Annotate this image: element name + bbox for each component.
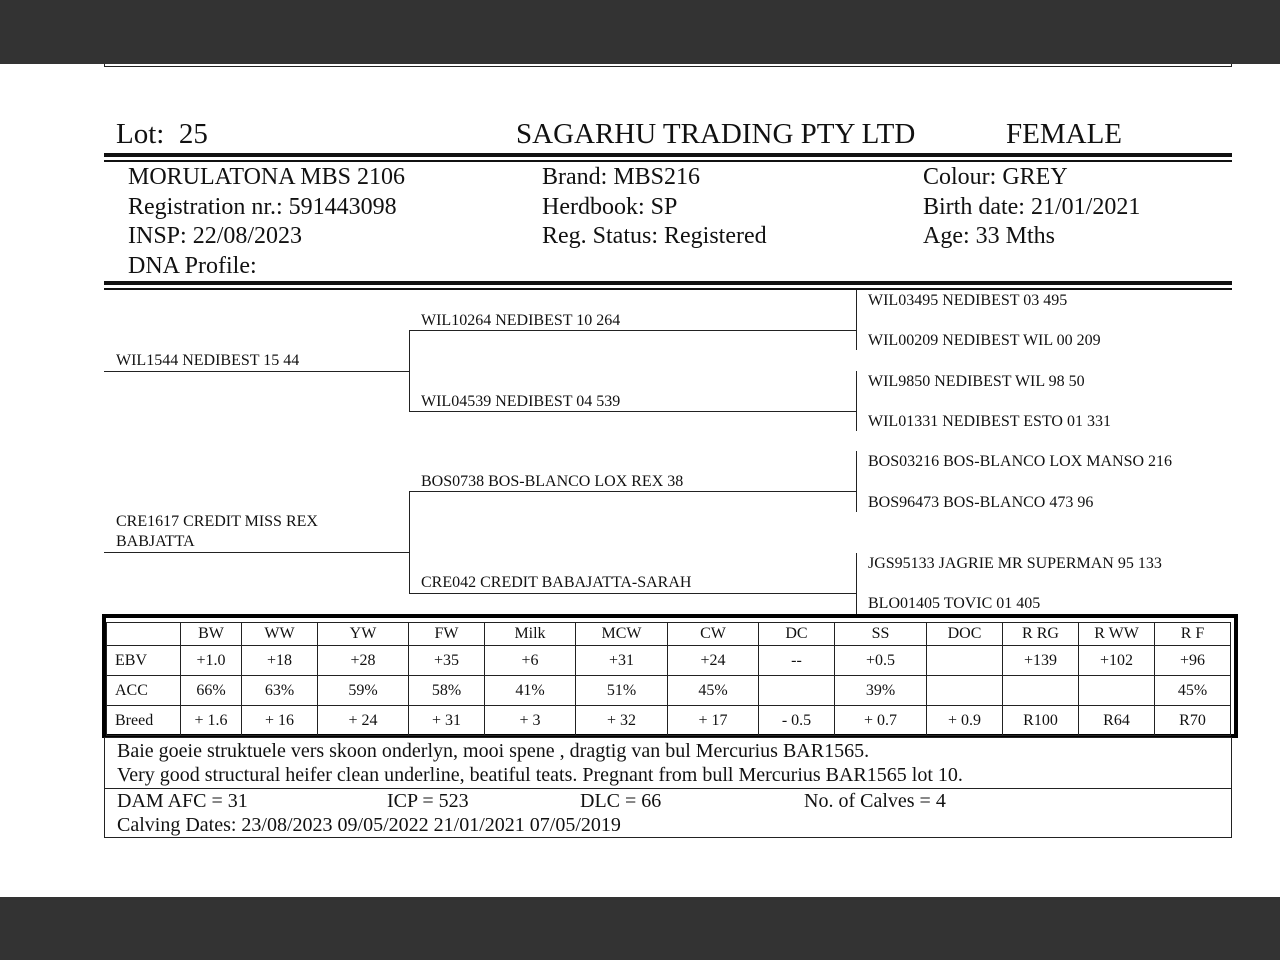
ebv-cell: +24 (668, 646, 759, 676)
ebv-cell: +0.5 (835, 646, 927, 676)
calving-dates: Calving Dates: 23/08/2023 09/05/2022 21/01/2021 07/05/2019 (117, 814, 621, 836)
brand: Brand: MBS216 (542, 164, 701, 190)
pedigree-sire: WIL1544 NEDIBEST 15 44 (116, 352, 300, 369)
ebv-header-cell: Milk (485, 623, 576, 646)
acc-cell: 66% (181, 676, 242, 706)
breed-cell: R100 (1003, 706, 1079, 736)
pedigree-sire-sire: WIL10264 NEDIBEST 10 264 (421, 312, 621, 329)
ebv-cell: +1.0 (181, 646, 242, 676)
viewer-top-bar (0, 0, 1280, 64)
breed-cell: + 0.9 (927, 706, 1003, 736)
dam-afc: DAM AFC = 31 (117, 790, 248, 812)
pedigree-connector (409, 330, 410, 412)
registration-number: Registration nr.: 591443098 (128, 194, 397, 220)
breed-cell: + 1.6 (181, 706, 242, 736)
comment-english: Very good structural heifer clean underline, beatiful teats. Pregnant from bull Mercurius BAR1565 lot 10. (117, 764, 963, 786)
header-rule-thick (104, 153, 1232, 157)
pedigree-line (409, 330, 856, 331)
lot-label (116, 118, 208, 151)
registration-status: Reg. Status: Registered (542, 223, 767, 249)
birth-date: Birth date: 21/01/2021 (923, 194, 1141, 220)
breed-row-label: Breed (107, 706, 181, 736)
animal-name: MORULATONA MBS 2106 (128, 164, 405, 190)
dam-dlc: DLC = 66 (580, 790, 662, 812)
animal-sex: FEMALE (1006, 118, 1122, 150)
pedigree-line (104, 552, 409, 553)
viewer-bottom-bar (0, 897, 1280, 960)
ebv-header-cell: R F (1155, 623, 1231, 646)
acc-row (107, 676, 1231, 706)
ebv-cell: +102 (1079, 646, 1155, 676)
ebv-header-cell: SS (835, 623, 927, 646)
ebv-header-cell (107, 623, 181, 646)
ebv-cell: +28 (318, 646, 409, 676)
pedigree-dss: BOS03216 BOS-BLANCO LOX MANSO 216 (868, 453, 1173, 470)
acc-cell (1079, 676, 1155, 706)
acc-cell: 45% (668, 676, 759, 706)
acc-cell: 41% (485, 676, 576, 706)
ebv-cell: +35 (409, 646, 485, 676)
ebv-cell (927, 646, 1003, 676)
acc-cell (927, 676, 1003, 706)
pedigree-line (409, 593, 856, 594)
inspection-date: INSP: 22/08/2023 (128, 223, 303, 249)
pedigree-dsd: BOS96473 BOS-BLANCO 473 96 (868, 494, 1094, 511)
ebv-cell: -- (759, 646, 835, 676)
pedigree-dam-line2: BABJATTA (116, 533, 195, 550)
acc-cell: 63% (242, 676, 318, 706)
ebv-header-cell: BW (181, 623, 242, 646)
acc-cell (759, 676, 835, 706)
ebv-header-cell: R WW (1079, 623, 1155, 646)
ebv-header-cell: DOC (927, 623, 1003, 646)
breed-cell: R70 (1155, 706, 1231, 736)
ebv-header-row (107, 623, 1231, 646)
acc-cell: 39% (835, 676, 927, 706)
pedigree-connector (856, 451, 857, 512)
breed-cell: + 17 (668, 706, 759, 736)
pedigree-sire-dam: WIL04539 NEDIBEST 04 539 (421, 393, 621, 410)
pedigree-line (409, 491, 856, 492)
ebv-header-cell: FW (409, 623, 485, 646)
acc-cell: 58% (409, 676, 485, 706)
acc-cell (1003, 676, 1079, 706)
ebv-table (106, 622, 1231, 736)
pedigree-line (409, 411, 856, 412)
pedigree-dam-dam: CRE042 CREDIT BABAJATTA-SARAH (421, 574, 692, 591)
ebv-cell: +18 (242, 646, 318, 676)
breed-cell: + 0.7 (835, 706, 927, 736)
breed-row (107, 706, 1231, 736)
pedigree-sss: WIL03495 NEDIBEST 03 495 (868, 292, 1068, 309)
ebv-header-cell: DC (759, 623, 835, 646)
seller-name: SAGARHU TRADING PTY LTD (516, 118, 916, 150)
info-rule-thin (104, 288, 1232, 290)
ebv-cell: +96 (1155, 646, 1231, 676)
breed-cell: + 32 (576, 706, 668, 736)
acc-cell: 51% (576, 676, 668, 706)
pedigree-connector (856, 553, 857, 615)
ebv-cell: +139 (1003, 646, 1079, 676)
ebv-cell: +6 (485, 646, 576, 676)
pedigree-ssd: WIL00209 NEDIBEST WIL 00 209 (868, 332, 1101, 349)
pedigree-connector (409, 491, 410, 593)
lot-label-text: Lot: (116, 118, 165, 150)
age: Age: 33 Mths (923, 223, 1055, 249)
previous-entry-box-edge (104, 64, 1232, 67)
ebv-header-cell: CW (668, 623, 759, 646)
acc-cell: 59% (318, 676, 409, 706)
lot-number: 25 (178, 118, 208, 150)
ebv-cell: +31 (576, 646, 668, 676)
dam-calves: No. of Calves = 4 (804, 790, 946, 812)
pedigree-connector (856, 371, 857, 431)
ebv-header-cell: MCW (576, 623, 668, 646)
colour: Colour: GREY (923, 164, 1068, 190)
breed-cell: + 31 (409, 706, 485, 736)
ebv-header-cell: WW (242, 623, 318, 646)
pedigree-ddd: BLO01405 TOVIC 01 405 (868, 595, 1041, 612)
breed-cell: - 0.5 (759, 706, 835, 736)
acc-row-label: ACC (107, 676, 181, 706)
acc-cell: 45% (1155, 676, 1231, 706)
header-rule-thin (104, 160, 1232, 162)
pedigree-dds: JGS95133 JAGRIE MR SUPERMAN 95 133 (868, 555, 1162, 572)
breed-cell: R64 (1079, 706, 1155, 736)
pedigree-sds: WIL9850 NEDIBEST WIL 98 50 (868, 373, 1085, 390)
pedigree-sdd: WIL01331 NEDIBEST ESTO 01 331 (868, 413, 1111, 430)
breed-cell: + 3 (485, 706, 576, 736)
ebv-header-cell: YW (318, 623, 409, 646)
ebv-header-cell: R RG (1003, 623, 1079, 646)
info-rule-thick (104, 281, 1232, 285)
pedigree-dam-sire: BOS0738 BOS-BLANCO LOX REX 38 (421, 473, 684, 490)
pedigree-connector (856, 290, 857, 350)
dam-icp: ICP = 523 (387, 790, 469, 812)
dna-profile: DNA Profile: (128, 253, 257, 279)
comment-afrikaans: Baie goeie struktuele vers skoon onderlyn, mooi spene , dragtig van bul Mercurius BAR1565. (117, 740, 870, 762)
ebv-row (107, 646, 1231, 676)
pedigree-line (104, 371, 409, 372)
ebv-row-label: EBV (107, 646, 181, 676)
breed-cell: + 16 (242, 706, 318, 736)
breed-cell: + 24 (318, 706, 409, 736)
pedigree-dam-line1: CRE1617 CREDIT MISS REX (116, 513, 318, 530)
herdbook: Herdbook: SP (542, 194, 678, 220)
